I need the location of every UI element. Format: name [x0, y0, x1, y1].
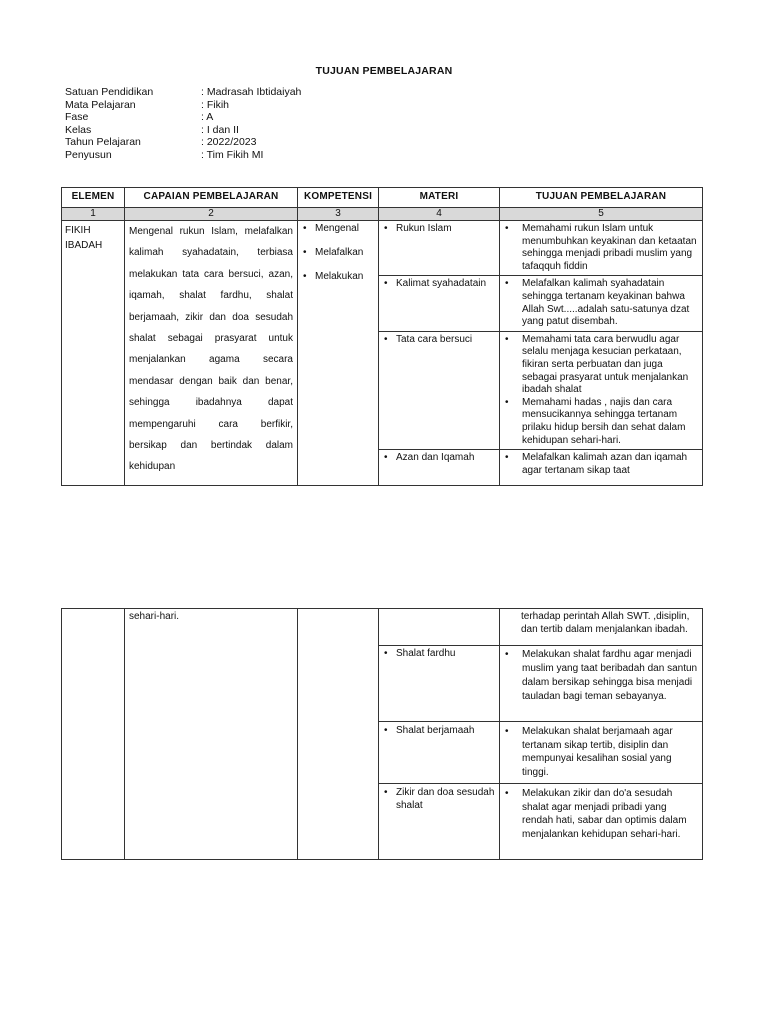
info-label: Mata Pelajaran — [65, 98, 136, 111]
table-row — [62, 221, 703, 276]
list-item: • Shalat fardhu — [382, 648, 496, 661]
kompetensi-cell — [298, 609, 379, 860]
column-number: 5 — [500, 208, 703, 221]
info-value: : A — [201, 111, 214, 123]
materi-cell — [379, 784, 500, 860]
list-item: • Melakukan — [301, 271, 375, 284]
header-elemen: ELEMEN — [62, 188, 125, 208]
header-tujuan: TUJUAN PEMBELAJARAN — [500, 188, 703, 208]
kompetensi-cell — [298, 221, 379, 486]
tujuan-cell — [500, 450, 703, 486]
materi-cell — [379, 276, 500, 331]
elemen-cell — [62, 609, 125, 860]
list-item: • Melakukan zikir dan do'a sesudah shalat agar menjadi pribadi yang rendah hati, sabar dan optimis dalam menjalankan kehidupan sehari-hari. — [503, 787, 699, 841]
list-item: • Melakukan shalat fardhu agar menjadi muslim yang taat beribadah dan santun dalam bersikap sehingga bisa menjadi tauladan bagi teman sebayanya. — [503, 648, 699, 704]
list-item: • Memahami rukun Islam untuk menumbuhkan keyakinan dan ketaatan sehingga menjadi pribadi muslim yang tafaqquh fiddin — [503, 223, 699, 273]
info-value: : Madrasah Ibtidaiyah — [201, 86, 302, 98]
column-number: 2 — [125, 208, 298, 221]
tujuan-cell: terhadap perintah Allah SWT. ,disiplin, dan tertib dalam menjalankan ibadah. — [500, 609, 703, 646]
list-item: • Shalat berjamaah — [382, 725, 496, 738]
list-item: • Memahami tata cara berwudlu agar selalu menjaga kesucian perkataan, fikiran serta perbuatan dan juga sebagai prasyarat untuk menjalankan ibadah shalat — [503, 334, 699, 397]
info-row-penyusun — [65, 149, 301, 162]
kompetensi-list — [301, 223, 375, 284]
learning-objectives-table — [61, 187, 703, 486]
info-label: Penyusun — [65, 148, 112, 161]
learning-objectives-table-continued — [61, 608, 703, 860]
tujuan-cell — [500, 221, 703, 276]
info-row-satuan — [65, 86, 301, 99]
info-row-fase — [65, 111, 301, 124]
list-item: • Tata cara bersuci — [382, 334, 496, 347]
capaian-cell: sehari-hari. — [125, 609, 298, 860]
info-label: Satuan Pendidikan — [65, 86, 154, 98]
capaian-cell: Mengenal rukun Islam, melafalkan kalimah syahadatain, terbiasa melakukan tata cara bersuci, azan, iqamah, shalat fardhu, shalat berjamaah, zikir dan doa sesudah shalat sebagai prasyarat untuk menjalankan agama secara mendasar dengan baik dan benar, sehingga ibadahnya dapat mempengaruhi cara berfikir, bersikap dan bertindak dalam kehidupan — [125, 221, 298, 486]
header-capaian: CAPAIAN PEMBELAJARAN — [125, 188, 298, 208]
header-kompetensi: KOMPETENSI — [298, 188, 379, 208]
info-row-tahun — [65, 136, 301, 149]
column-number: 4 — [379, 208, 500, 221]
materi-cell — [379, 646, 500, 722]
info-label: Tahun Pelajaran — [65, 136, 141, 148]
list-item: • Melakukan shalat berjamaah agar tertanam sikap tertib, disiplin dan mempunyai kesalihan sosial yang tinggi. — [503, 725, 699, 779]
tujuan-cell — [500, 276, 703, 331]
materi-cell — [379, 722, 500, 784]
column-number: 3 — [298, 208, 379, 221]
tujuan-cell — [500, 722, 703, 784]
column-number-row — [62, 208, 703, 221]
list-item: • Melafalkan — [301, 247, 375, 260]
tujuan-cell — [500, 331, 703, 449]
document-info — [65, 86, 301, 161]
document-title: TUJUAN PEMBELAJARAN — [315, 65, 453, 77]
list-item: • Mengenal — [301, 223, 375, 236]
header-materi: MATERI — [379, 188, 500, 208]
table-header-row — [62, 188, 703, 208]
list-item: • Rukun Islam — [382, 223, 496, 236]
list-item: • Melafalkan kalimah azan dan iqamah agar tertanam sikap taat — [503, 452, 699, 477]
list-item: • Zikir dan doa sesudah shalat — [382, 787, 496, 812]
info-value: : I dan II — [201, 123, 239, 136]
materi-cell — [379, 450, 500, 486]
materi-cell — [379, 331, 500, 449]
list-item: • Azan dan Iqamah — [382, 452, 496, 465]
materi-cell — [379, 221, 500, 276]
info-label: Kelas — [65, 123, 92, 136]
list-item: • Memahami hadas , najis dan cara mensucikannya sehingga tertanam prilaku hidup bersih dan sehat dalam kehidupan sehari-hari. — [503, 397, 699, 447]
elemen-cell: FIKIH IBADAH — [62, 221, 125, 486]
info-row-mapel — [65, 99, 301, 112]
tujuan-cell — [500, 784, 703, 860]
materi-cell — [379, 609, 500, 646]
info-row-kelas — [65, 124, 301, 137]
info-value: : 2022/2023 — [201, 136, 257, 148]
table-row — [62, 609, 703, 646]
list-item: • Kalimat syahadatain — [382, 278, 496, 291]
column-number: 1 — [62, 208, 125, 221]
info-value: : Fikih — [201, 98, 230, 111]
info-label: Fase — [65, 111, 89, 123]
list-item: • Melafalkan kalimah syahadatain sehingga tertanam keyakinan bahwa Allah Swt.....adalah satu-satunya dzat yang patut disembah. — [503, 278, 699, 328]
tujuan-cell — [500, 646, 703, 722]
info-value: : Tim Fikih MI — [201, 148, 264, 161]
